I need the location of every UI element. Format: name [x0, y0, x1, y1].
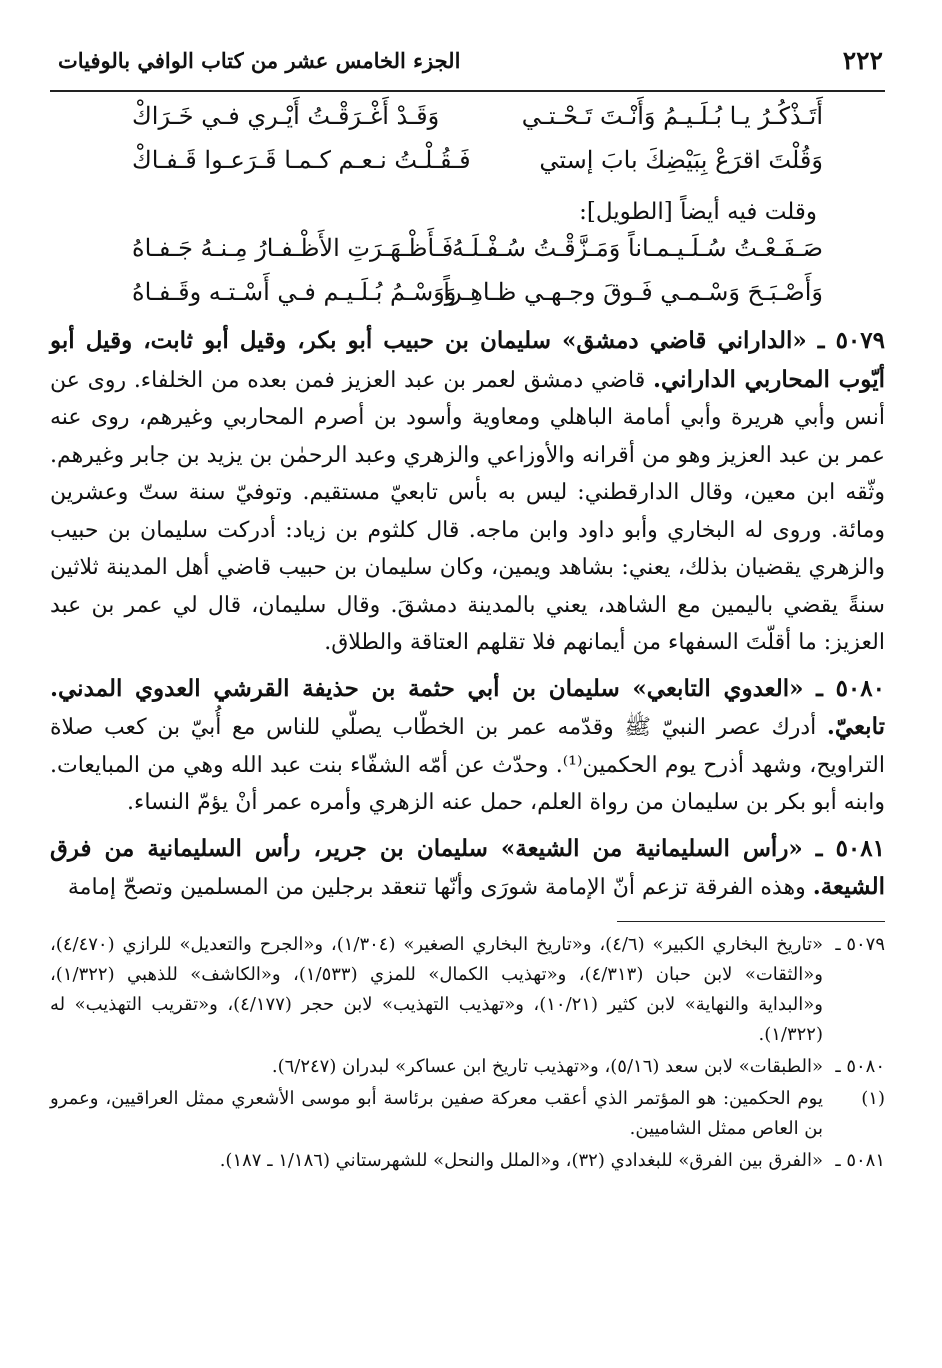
running-title: الجزء الخامس عشر من كتاب الوافي بالوفيات: [58, 48, 461, 73]
verse-hemistich-second: فَـقُـلْـتُ نـعـم كـمـا قَـرَعـوا قَـفـاكْ: [132, 146, 471, 174]
verse-line: [50, 102, 885, 146]
footnote-tag: ٥٠٨٠ ـ: [835, 1055, 885, 1077]
footnote-tag: ٥٠٧٩ ـ: [835, 933, 885, 955]
entry-heading: ٥٠٧٩ ـ «الداراني قاضي دمشق» سليمان بن حبيب أبو بكر، وقيل أبو ثابت، وقيل أبو أيّوب المحاربي الداراني.: [50, 327, 885, 393]
footnote-tag: ٥٠٨١ ـ: [835, 1149, 885, 1171]
meter-intro: وقلت فيه أيضاً [الطويل]:: [579, 199, 817, 225]
verse-hemistich-first: أَتَـذْكُـرُ يـا بُـلَـيـمُ وَأَنْـتَ تَـحْـتـي: [521, 102, 823, 130]
entry-body: قاضي دمشق لعمر بن عبد العزيز فمن بعده من الخلفاء. روى عن أنس وأبي هريرة وأبي أمامة الباهلي ومعاوية وأسود بن أصرم المحاربي وغيرهم، روى عنه عمر بن عبد العزيز وهو من أقرانه والأوزاعي والزهري وعبد الرحمٰن بن يزيد بن جابر وغيرهم. وثّقه ابن معين، وقال الدارقطني: ليس به بأس تابعيّ مستقيم. وتوفيّ سنة ستّ وعشرين ومائة. وروى له البخاري وأبو داود وابن ماجه. قال كلثوم بن زياد: أدركت سليمان بن حبيب والزهري يقضيان بذلك، يعني: بشاهد ويمين، وكان سليمان بن حبيب قاضي أهل المدينة ثلاثين سنةً يقضي باليمين مع الشاهد، يعني بالمدينة دمشقَ. وقال سليمان، قال لي عمر بن عبد العزيز: ما أقلّتَ السفهاء من أيمانهم فلا تقلهم العتاقة والطلاق.: [50, 367, 886, 655]
biography-entry-5079: [50, 322, 885, 662]
entry-body: أدرك عصر النبيّ ﷺ وقدّمه عمر بن الخطّاب يصلّي للناس مع أُبيّ بن كعب صلاة التراويح، وشهد أذرح يوم الحكمين⁽¹⁾. وحدّث عن أمّه الشفّاء بنت عبد الله وهي من المبايعات. وابنه أبو بكر بن سليمان من رواة العلم، حمل عنه الزهري وأمره عمر أنْ يؤمّ النساء.: [50, 715, 885, 815]
footnote-5080: [50, 1052, 885, 1082]
biography-entry-5080: [50, 670, 885, 822]
verse-line: [50, 146, 885, 190]
page-header: [50, 38, 885, 92]
verse-hemistich-second: فَـأَظْـهَـرَتِ الأَظْـفـارُ مِـنـهُ جَـفـاهُ: [132, 234, 454, 262]
footnote-tag: (١): [861, 1087, 885, 1109]
book-page: [50, 38, 885, 1178]
page-number: ٢٢٢: [842, 46, 883, 75]
footnote-5079: [50, 930, 885, 1050]
footnote-text: «الطبقات» لابن سعد (٥/١٦)، و«تهذيب تاريخ ابن عساكر» لبدران (٦/٢٤٧).: [271, 1055, 823, 1077]
footnotes: [50, 930, 885, 1176]
biography-entry-5081: [50, 830, 885, 907]
footnote-text: «تاريخ البخاري الكبير» (٤/٦)، و«تاريخ البخاري الصغير» (١/٣٠٤)، و«الجرح والتعديل» للرازي (٤/٤٧٠)، و«الثقات» لابن حبان (٤/٣١٣)، و«تهذيب الكمال» للمزي (١/٥٣٣)، و«الكاشف» للذهبي (١/٣٢٢)، و«البداية والنهاية» لابن كثير (١٠/٢١)، و«تهذيب التهذيب» لابن حجر (٤/١٧٧)، و«تقريب التهذيب» له (١/٣٢٢).: [50, 933, 824, 1045]
verse-hemistich-second: وَوَسْـمُ بُـلَـيـم فـي أَسْـتـه وقَـفـاهُ: [132, 278, 457, 306]
verse-hemistich-first: وَأَصْـبَـحَ وَسْـمـي فَـوقَ وجـهـي ظـاهِـراً: [443, 278, 823, 306]
footnote-divider: [617, 921, 885, 922]
verse-hemistich-first: صَـفَـعْـتُ سُـلَـيـمـاناً وَمَـزَّقْـتُ سُـفْـلَـهُ: [451, 234, 823, 262]
footnote-text: يوم الحكمين: هو المؤتمر الذي أعقب معركة صفين برئاسة أبو موسى الأشعري ممثل العراقيين، وعمرو بن العاص ممثل الشاميين.: [50, 1087, 823, 1139]
footnote-text: «الفرق بين الفرق» للبغدادي (٣٢)، و«الملل والنحل» للشهرستاني (١/١٨٦ ـ ١٨٧).: [219, 1149, 823, 1171]
verse-line: [50, 278, 885, 322]
footnote-1: [50, 1084, 885, 1144]
verse-hemistich-second: وَقَـدْ أَغْـرَقْـتُ أَيْـري فـي خَـرَاكْ: [132, 102, 440, 130]
entry-heading: ٥٠٨٠ ـ «العدوي التابعي» سليمان بن أبي حثمة بن حذيفة القرشي العدوي المدني. تابعيّ.: [50, 674, 885, 740]
poem-verses-1: [50, 102, 885, 190]
poem-verses-2: [50, 234, 885, 322]
footnote-5081: [50, 1146, 885, 1176]
verse-hemistich-first: وَقُلْتَ اقرَعْ بِبَيْضِكَ بابَ إستي: [539, 146, 823, 174]
entry-heading: ٥٠٨١ ـ «رأس السليمانية من الشيعة» سليمان بن جرير، رأس السليمانية من فرق الشيعة.: [50, 834, 885, 900]
verse-line: [50, 234, 885, 278]
entry-body: وهذه الفرقة تزعم أنّ الإمامة شورَى وأنّها تنعقد برجلين من المسلمين وتصحّ إمامة: [67, 875, 813, 900]
